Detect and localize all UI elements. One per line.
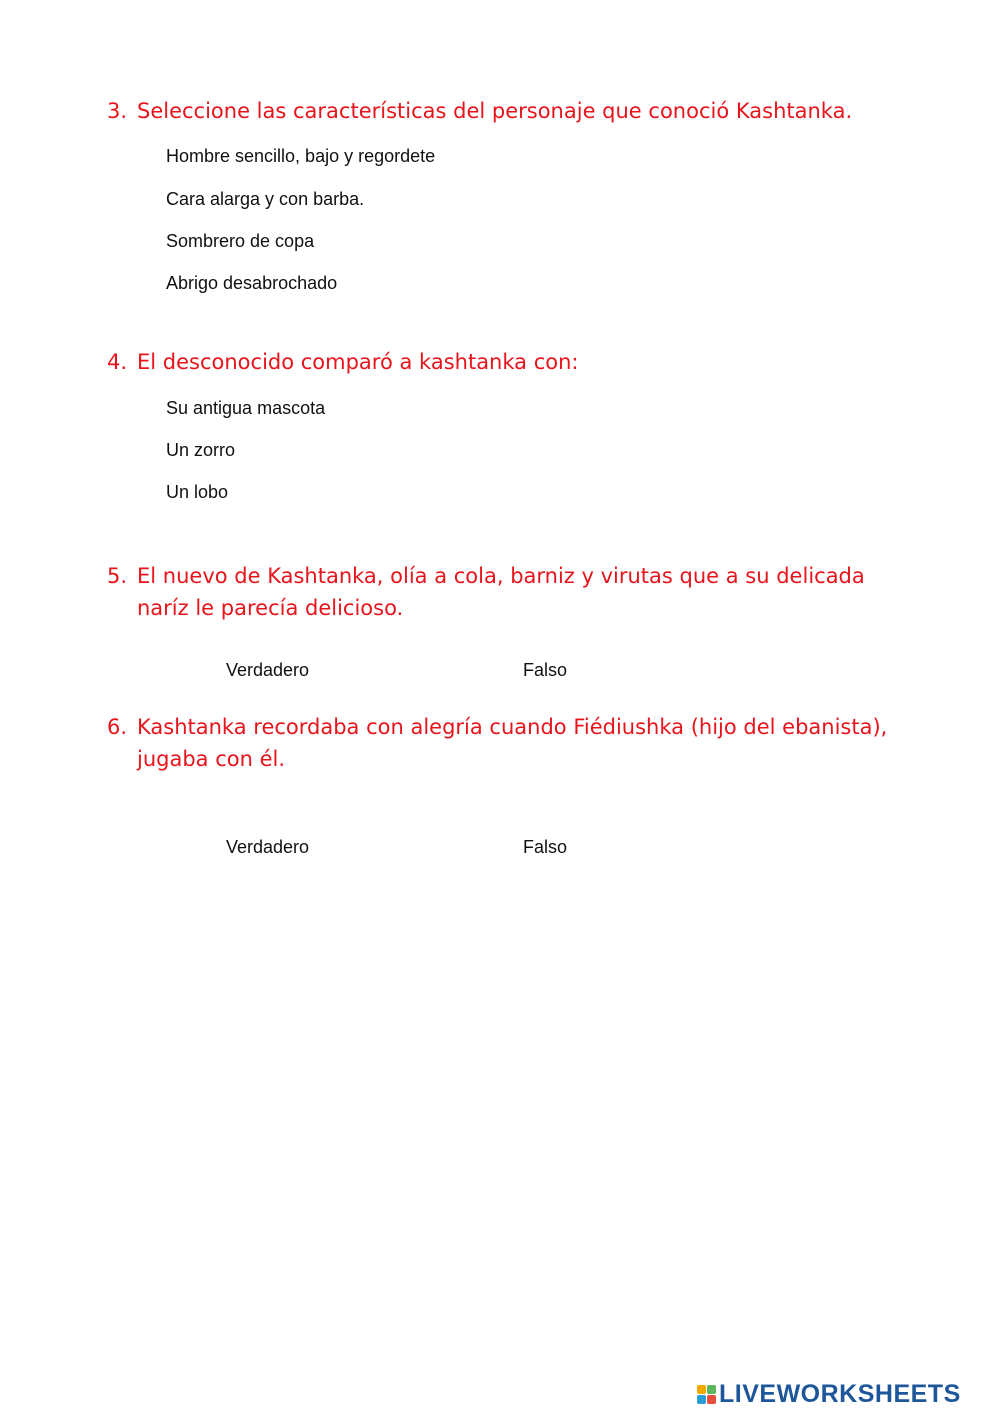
question-text: El desconocido comparó a kashtanka con: xyxy=(137,350,579,374)
question-3 xyxy=(107,95,907,127)
logo-square xyxy=(697,1395,706,1404)
option-q3-4[interactable]: Abrigo desabrochado xyxy=(166,273,338,293)
question-number: 4. xyxy=(107,350,128,374)
option-q3-3[interactable]: Sombrero de copa xyxy=(166,231,315,251)
question-number: 3. xyxy=(107,99,128,123)
question-4 xyxy=(107,346,907,378)
question-text-line-1: Kashtanka recordaba con alegría cuando Fiédiushka (hijo del ebanista), xyxy=(137,715,888,739)
question-text: Seleccione las características del personaje que conoció Kashtanka. xyxy=(137,99,853,123)
true-option-q6[interactable]: Verdadero xyxy=(226,837,310,857)
liveworksheets-logo xyxy=(697,1378,961,1410)
logo-text: LIVEWORKSHEETS xyxy=(719,1379,961,1408)
question-text-line-2: jugaba con él. xyxy=(137,747,286,771)
logo-mark-icon xyxy=(697,1385,716,1404)
question-text-line-2: naríz le parecía delicioso. xyxy=(137,596,404,620)
logo-square xyxy=(707,1385,716,1394)
option-q4-3[interactable]: Un lobo xyxy=(166,482,229,502)
question-5 xyxy=(107,560,907,624)
false-option-q6[interactable]: Falso xyxy=(523,837,568,857)
logo-square xyxy=(697,1385,706,1394)
question-text-line-1: El nuevo de Kashtanka, olía a cola, barniz y virutas que a su delicada xyxy=(137,564,865,588)
logo-square xyxy=(707,1395,716,1404)
false-option-q5[interactable]: Falso xyxy=(523,660,568,680)
option-q3-1[interactable]: Hombre sencillo, bajo y regordete xyxy=(166,146,436,166)
option-q3-2[interactable]: Cara alarga y con barba. xyxy=(166,189,365,209)
option-q4-2[interactable]: Un zorro xyxy=(166,440,236,460)
true-option-q5[interactable]: Verdadero xyxy=(226,660,310,680)
question-number: 6. xyxy=(107,715,128,739)
question-6 xyxy=(107,711,907,775)
question-number: 5. xyxy=(107,564,128,588)
option-q4-1[interactable]: Su antigua mascota xyxy=(166,398,326,418)
